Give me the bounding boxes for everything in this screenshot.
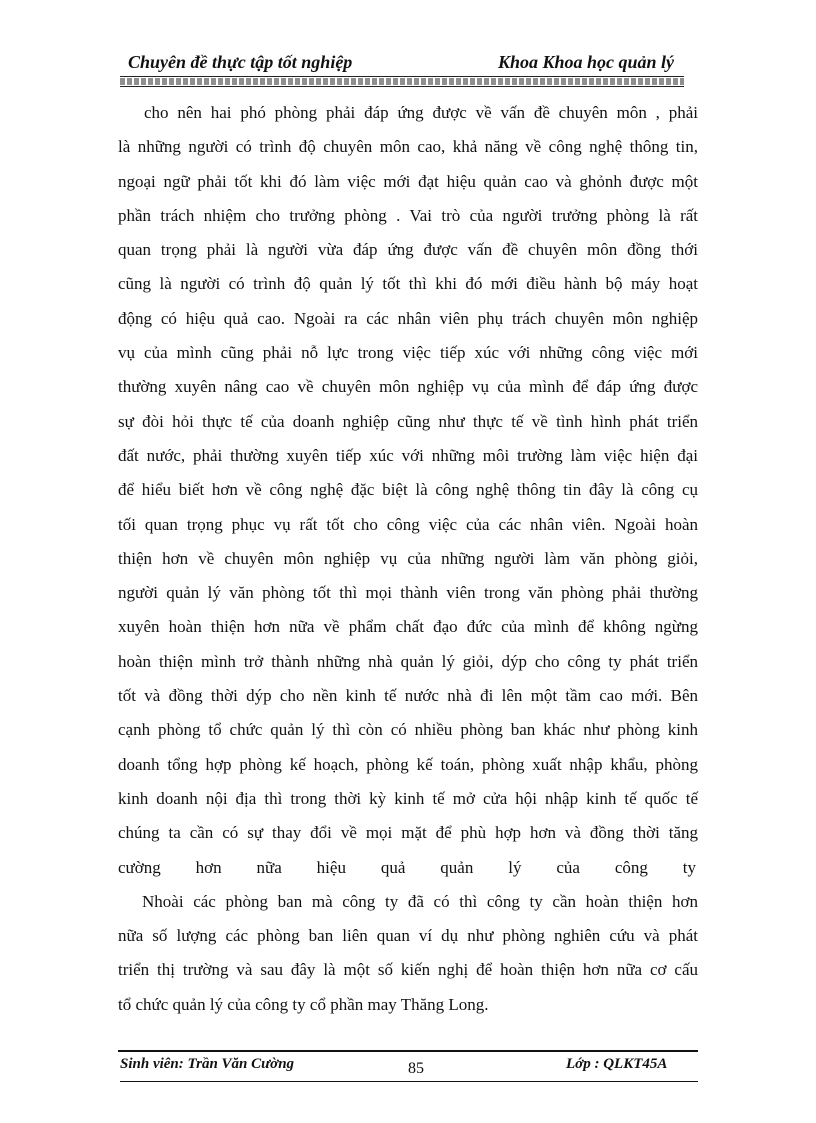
text-line: động có hiệu quả cao. Ngoài ra các nhân viên phụ trách chuyên môn nghiệp (118, 308, 698, 328)
text-line: chúng ta cần có sự thay đổi về mọi mặt để phù hợp hơn và đồng thời tăng (118, 823, 698, 843)
text-line: nữa số lượng các phòng ban liên quan ví dụ như phòng nghiên cứu và phát (118, 926, 698, 946)
text-line: để hiểu biết hơn về công nghệ đặc biệt là công nghệ thông tin đây là công cụ (118, 480, 698, 500)
text-line: doanh tổng hợp phòng kế hoạch, phòng kế toán, phòng xuất nhập khẩu, phòng (118, 754, 698, 774)
page-number: 85 (408, 1060, 424, 1077)
header-rule-top (120, 76, 684, 77)
header-left-title: Chuyên đề thực tập tốt nghiệp (128, 52, 353, 72)
text-line: sự đòi hỏi thực tế của doanh nghiệp cũng như thực tế về tình hình phát triển (118, 411, 698, 431)
text-line: kinh doanh nội địa thì trong thời kỳ kinh tế mở cửa hội nhập kinh tế quốc tế (118, 788, 698, 808)
text-line: tối quan trọng phục vụ rất tốt cho công việc của các nhân viên. Ngoài hoàn (118, 514, 698, 534)
footer-rule-top (118, 1050, 698, 1052)
text-line: người quản lý văn phòng tốt thì mọi thành viên trong văn phòng phải thường (118, 583, 698, 603)
header-rule-bottom (120, 86, 684, 87)
text-line: xuyên hoàn thiện hơn nữa về phẩm chất đạo đức của mình để không ngừng (118, 617, 698, 637)
text-line: vụ của mình cũng phải nỗ lực trong việc tiếp xúc với những công việc mới (118, 343, 698, 363)
text-line: tốt và đồng thời dýp cho nền kinh tế nước nhà đi lên một tầm cao mới. Bên (118, 686, 698, 706)
header-right-title: Khoa Khoa học quản lý (498, 52, 675, 72)
body-text (118, 96, 698, 1022)
text-line: Nhoài các phòng ban mà công ty đã có thì công ty cần hoàn thiện hơn (142, 891, 698, 911)
footer-student-name: Sinh viên: Trần Văn Cường (120, 1056, 295, 1072)
text-line: triển thị trường và sau đây là một số kiến nghị để hoàn thiện hơn nữa cơ cấu (118, 960, 698, 980)
text-line: thường xuyên nâng cao về chuyên môn nghiệp vụ của mình để đáp ứng được (118, 377, 698, 397)
text-line: là những người có trình độ chuyên môn cao, khả năng về công nghệ thông tin, (118, 137, 698, 157)
text-line: ngoại ngữ phải tốt khi đó làm việc mới đạt hiệu quản cao và ghỏnh được một (118, 171, 698, 191)
text-line: cho nên hai phó phòng phải đáp ứng được về vấn đề chuyên môn , phải (144, 103, 698, 122)
footer-rule-bottom (120, 1081, 698, 1082)
text-line: thiện hơn về chuyên môn nghiệp vụ của những người làm văn phòng giỏi, (118, 548, 698, 568)
header-rule-dashed (120, 78, 684, 85)
text-line: hoàn thiện mình trở thành những nhà quản lý giỏi, dýp cho công ty phát triển (118, 651, 698, 671)
footer-class: Lớp : QLKT45A (566, 1056, 668, 1072)
text-line: cạnh phòng tổ chức quản lý thì còn có nhiều phòng ban khác như phòng kinh (118, 720, 698, 740)
text-line: cường hơn nữa hiệu quả quản lý của công ty (118, 857, 696, 877)
text-line: quan trọng phải là người vừa đáp ứng được vấn đề chuyên môn đồng thới (118, 240, 698, 260)
text-line: cũng là người có trình độ quản lý tốt thì khi đó mới điều hành bộ máy hoạt (118, 274, 698, 294)
text-line: phần trách nhiệm cho trưởng phòng . Vai trò của người trưởng phòng là rất (118, 205, 698, 225)
text-line: tổ chức quản lý của công ty cổ phần may Thăng Long. (118, 994, 489, 1014)
text-line: đất nước, phải thường xuyên tiếp xúc với những môi trường làm việc hiện đại (118, 445, 698, 465)
